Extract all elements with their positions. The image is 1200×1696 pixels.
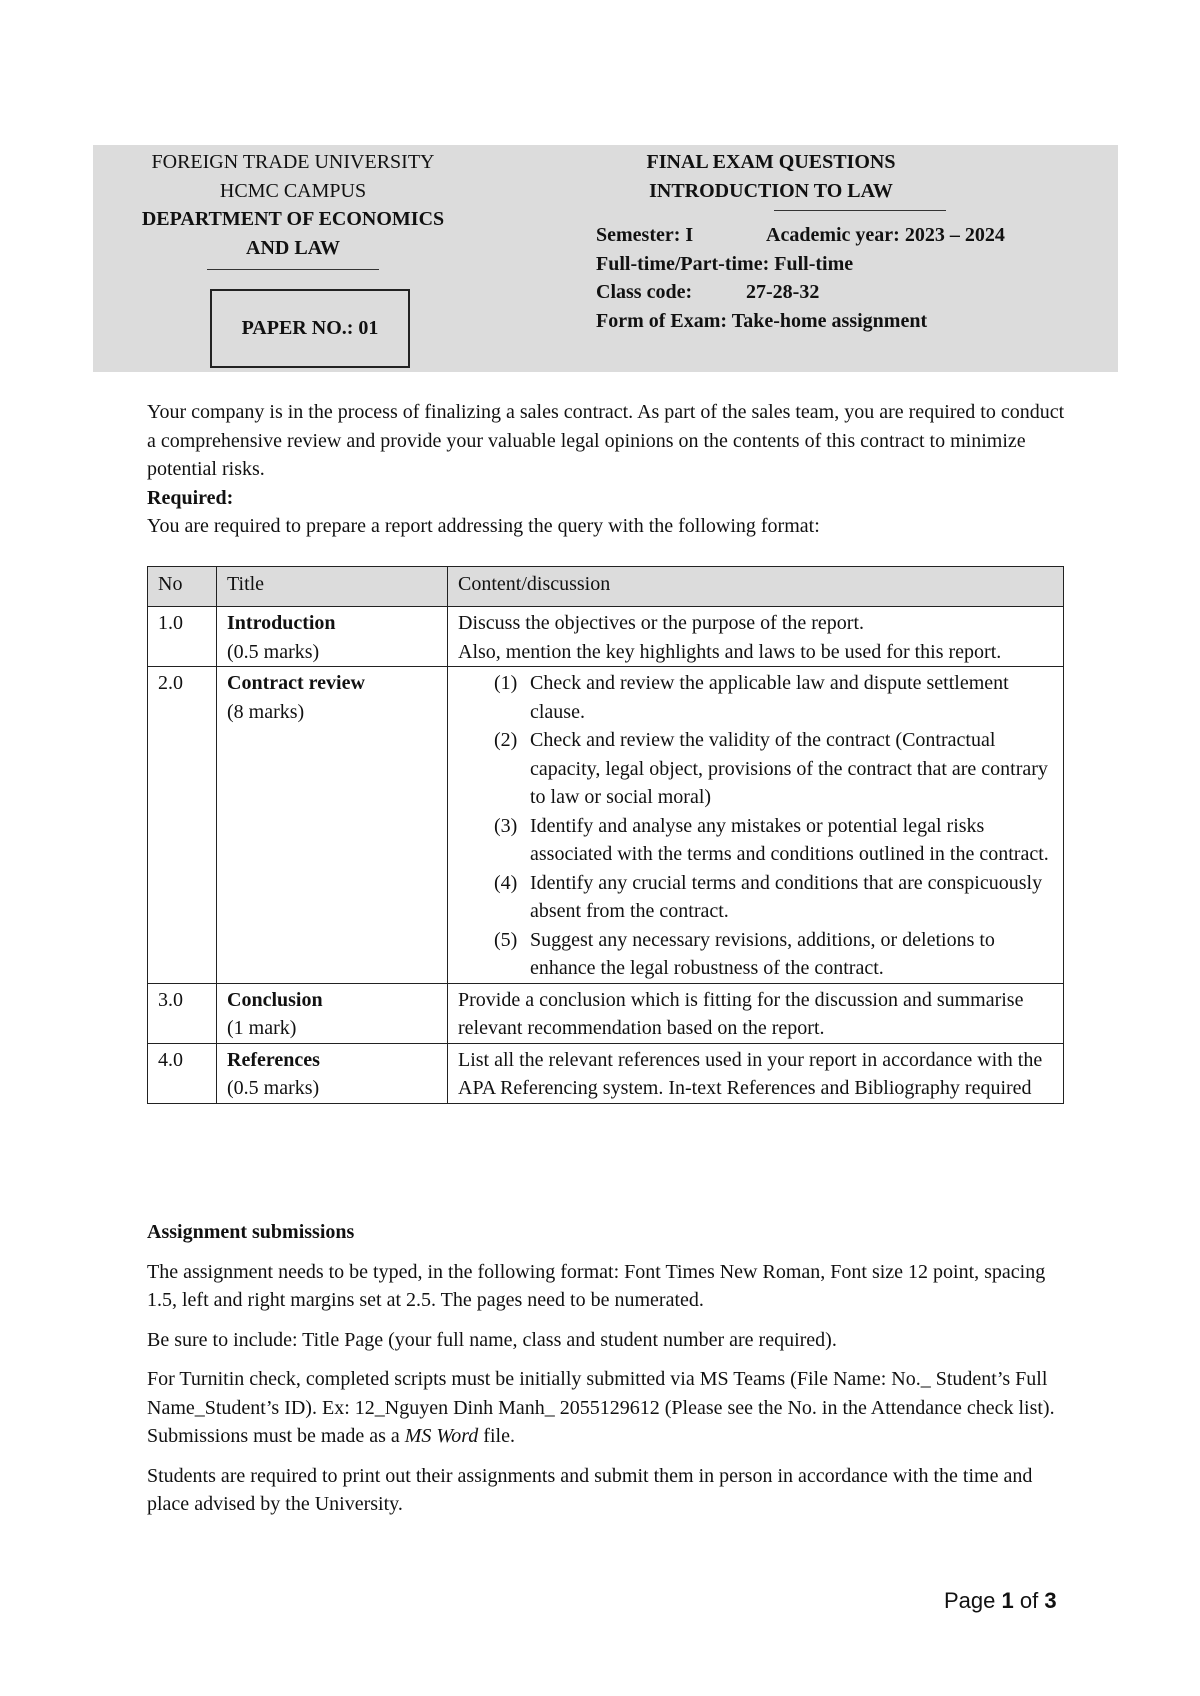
class-code: 27-28-32 [746,281,820,303]
row-content-cell [448,667,1064,984]
header-title: Title [217,567,448,607]
intro-paragraph: Your company is in the process of finalizing a sales contract. As part of the sales team, you are required to conduct a comprehensive review and provide your valuable legal opinions on the contents of this contract to minimize potential risks. [147,401,1065,480]
header-left [93,145,493,270]
row-title-cell [217,667,448,984]
row-title-cell [217,1043,448,1103]
exam-meta [496,221,1046,335]
task-text: Identify and analyse any mistakes or potential legal risks associated with the terms and conditions outlined in the contract. [530,814,1049,865]
row-title: Contract review [227,672,365,694]
row-content-cell [448,607,1064,667]
row-title-cell [217,983,448,1043]
page-total: 3 [1044,1588,1057,1613]
row-title: References [227,1048,320,1071]
row-marks: (8 marks) [227,700,305,723]
list-item [494,669,1053,726]
paper-number-box [210,289,410,368]
paper-number: PAPER NO.: 01 [241,317,379,339]
task-text: Check and review the validity of the contract (Contractual capacity, legal object, provisions of the contract that are contrary to law or social moral) [530,729,1048,808]
row-no: 2.0 [148,667,217,984]
list-item [494,726,1053,812]
row-marks: (0.5 marks) [227,1077,320,1099]
review-task-list [458,669,1053,983]
row-content: Provide a conclusion which is fitting for the discussion and summarise relevant recommendation based on the report. [448,983,1064,1043]
row-no: 4.0 [148,1043,217,1103]
row-no: 1.0 [148,607,217,667]
print-paragraph: Students are required to print out their assignments and submit them in person in accordance with the time and place advised by the University. [147,1464,1033,1515]
university-name: FOREIGN TRADE UNIVERSITY [151,151,435,173]
table-row [148,667,1064,984]
task-text: Identify any crucial terms and conditions that are conspicuously absent from the contract. [530,871,1043,922]
class-code-label: Class code: [596,281,693,303]
task-number: (4) [494,871,518,894]
format-paragraph: The assignment needs to be typed, in the following format: Font Times New Roman, Font size 12 point, spacing 1.5, left and right margins set at 2.5. The pages need to be numerated. [147,1260,1046,1311]
task-number: (3) [494,814,518,837]
row-title: Introduction [227,612,336,634]
table-row [148,1043,1064,1103]
row-marks: (0.5 marks) [227,640,320,663]
task-number: (5) [494,928,518,951]
turnitin-text-end: file. [478,1425,515,1447]
task-number: (1) [494,672,518,694]
task-number: (2) [494,729,518,751]
exam-header [93,145,1118,372]
page-label: Page [944,1588,996,1613]
of-label: of [1019,1588,1039,1613]
page-current: 1 [1001,1588,1014,1613]
class-code-row [596,278,1046,307]
exam-title-1: FINAL EXAM QUESTIONS [646,151,896,173]
header-right [496,145,1046,335]
semester: Semester: I [596,224,694,246]
intro-section [147,398,1067,541]
turnitin-paragraph [147,1365,1067,1451]
department-line-1: DEPARTMENT OF ECONOMICS [141,208,445,230]
page-number [944,1588,1057,1614]
right-divider [774,210,946,211]
list-item [494,812,1053,869]
row-title-cell [217,607,448,667]
row-content-extra: Also, mention the key highlights and laws to be used for this report. [458,640,1002,663]
required-label: Required: [147,486,234,509]
file-format: MS Word [404,1425,479,1447]
semester-row [596,221,1046,250]
department-line-2: AND LAW [246,236,340,259]
row-content: Discuss the objectives or the purpose of the report. [458,612,865,634]
row-marks: (1 mark) [227,1017,297,1039]
submission-section [147,1218,1067,1530]
exam-form: Form of Exam: Take-home assignment [596,309,928,332]
study-mode: Full-time/Part-time: Full-time [596,252,854,275]
table-header-row [148,567,1064,607]
table-row [148,983,1064,1043]
table-row [148,607,1064,667]
turnitin-text: For Turnitin check, completed scripts must be initially submitted via MS Teams (File Name: No._ Student’s Full Name_Student’s ID). Ex: 12_Nguyen Dinh Manh_ 2055129612 (Please see the No. in the Attendance check list). Submissions must be made as a [147,1368,1055,1447]
report-format-table [147,566,1064,1104]
list-item [494,869,1053,926]
header-no: No [148,567,217,607]
row-no: 3.0 [148,983,217,1043]
header-content: Content/discussion [448,567,1064,607]
academic-year: Academic year: 2023 – 2024 [766,224,1005,246]
task-text: Suggest any necessary revisions, additions, or deletions to enhance the legal robustness of the contract. [530,928,995,979]
submission-heading: Assignment submissions [147,1221,355,1243]
list-item [494,926,1053,983]
campus-name: HCMC CAMPUS [219,179,367,202]
left-divider [207,269,379,270]
row-title: Conclusion [227,988,323,1011]
task-text: Check and review the applicable law and dispute settlement clause. [530,672,1009,723]
row-content: List all the relevant references used in your report in accordance with the APA Referencing system. In-text References and Bibliography required [448,1043,1064,1103]
instruction-text: You are required to prepare a report addressing the query with the following format: [147,515,820,537]
exam-title-2: INTRODUCTION TO LAW [649,179,893,202]
title-page-paragraph: Be sure to include: Title Page (your full name, class and student number are required). [147,1328,837,1351]
